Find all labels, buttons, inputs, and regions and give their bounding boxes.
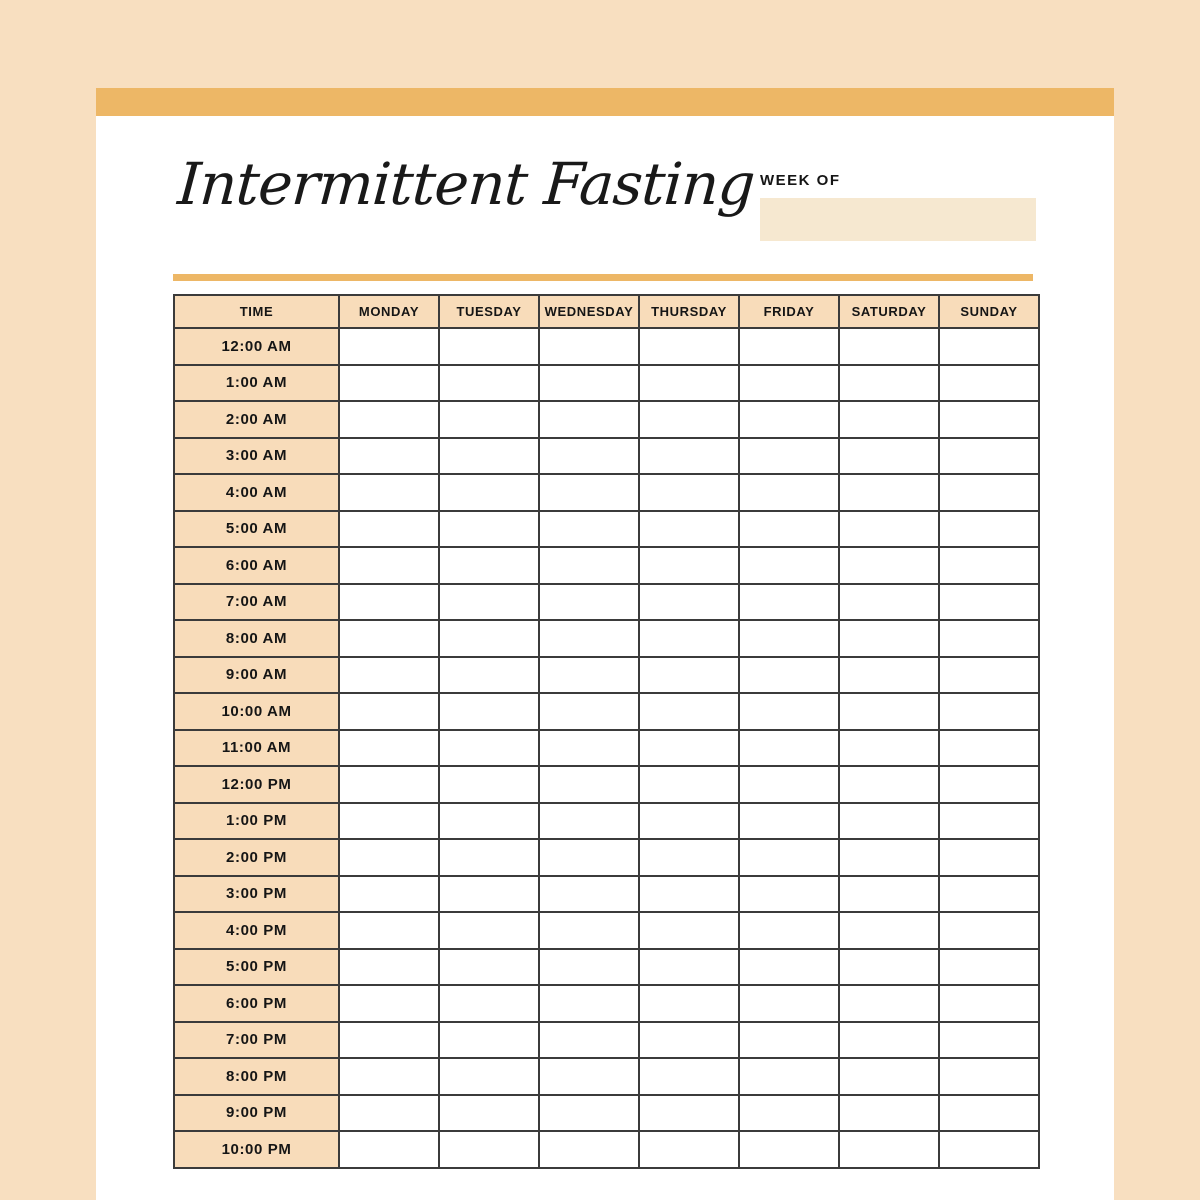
schedule-cell-sunday-11-00-am[interactable] xyxy=(939,730,1039,767)
schedule-cell-friday-7-00-pm[interactable] xyxy=(739,1022,839,1059)
time-label-12-00-pm: 12:00 PM xyxy=(174,766,339,803)
table-body xyxy=(174,328,1039,1168)
time-row-2-00-pm xyxy=(174,839,1039,876)
schedule-cell-tuesday-12-00-pm[interactable] xyxy=(439,766,539,803)
time-label-6-00-pm: 6:00 PM xyxy=(174,985,339,1022)
schedule-cell-tuesday-2-00-am[interactable] xyxy=(439,401,539,438)
schedule-cell-wednesday-1-00-pm[interactable] xyxy=(539,803,639,840)
schedule-cell-saturday-1-00-am[interactable] xyxy=(839,365,939,402)
time-row-4-00-pm xyxy=(174,912,1039,949)
column-header-sunday: SUNDAY xyxy=(939,295,1039,328)
time-row-4-00-am xyxy=(174,474,1039,511)
schedule-cell-saturday-6-00-am[interactable] xyxy=(839,547,939,584)
schedule-cell-sunday-8-00-am[interactable] xyxy=(939,620,1039,657)
schedule-cell-tuesday-5-00-pm[interactable] xyxy=(439,949,539,986)
schedule-cell-friday-1-00-pm[interactable] xyxy=(739,803,839,840)
schedule-cell-tuesday-7-00-pm[interactable] xyxy=(439,1022,539,1059)
schedule-cell-friday-2-00-pm[interactable] xyxy=(739,839,839,876)
schedule-cell-thursday-7-00-pm[interactable] xyxy=(639,1022,739,1059)
schedule-cell-wednesday-12-00-pm[interactable] xyxy=(539,766,639,803)
schedule-cell-saturday-10-00-pm[interactable] xyxy=(839,1131,939,1168)
schedule-cell-thursday-12-00-am[interactable] xyxy=(639,328,739,365)
schedule-cell-saturday-9-00-am[interactable] xyxy=(839,657,939,694)
time-row-10-00-pm xyxy=(174,1131,1039,1168)
header-row xyxy=(174,295,1039,328)
time-label-5-00-pm: 5:00 PM xyxy=(174,949,339,986)
time-row-5-00-am xyxy=(174,511,1039,548)
column-header-tuesday: TUESDAY xyxy=(439,295,539,328)
schedule-cell-thursday-3-00-pm[interactable] xyxy=(639,876,739,913)
schedule-cell-sunday-7-00-am[interactable] xyxy=(939,584,1039,621)
schedule-cell-monday-4-00-pm[interactable] xyxy=(339,912,439,949)
schedule-cell-thursday-6-00-am[interactable] xyxy=(639,547,739,584)
schedule-cell-thursday-10-00-am[interactable] xyxy=(639,693,739,730)
time-row-9-00-am xyxy=(174,657,1039,694)
schedule-cell-tuesday-7-00-am[interactable] xyxy=(439,584,539,621)
schedule-cell-thursday-2-00-am[interactable] xyxy=(639,401,739,438)
schedule-cell-thursday-11-00-am[interactable] xyxy=(639,730,739,767)
schedule-cell-saturday-7-00-am[interactable] xyxy=(839,584,939,621)
schedule-cell-thursday-9-00-am[interactable] xyxy=(639,657,739,694)
schedule-cell-monday-10-00-pm[interactable] xyxy=(339,1131,439,1168)
schedule-cell-sunday-3-00-pm[interactable] xyxy=(939,876,1039,913)
schedule-cell-sunday-1-00-am[interactable] xyxy=(939,365,1039,402)
schedule-cell-friday-5-00-pm[interactable] xyxy=(739,949,839,986)
column-header-friday: FRIDAY xyxy=(739,295,839,328)
schedule-cell-wednesday-8-00-pm[interactable] xyxy=(539,1058,639,1095)
schedule-cell-tuesday-8-00-am[interactable] xyxy=(439,620,539,657)
schedule-cell-friday-4-00-am[interactable] xyxy=(739,474,839,511)
schedule-cell-sunday-4-00-am[interactable] xyxy=(939,474,1039,511)
schedule-cell-thursday-7-00-am[interactable] xyxy=(639,584,739,621)
schedule-cell-tuesday-1-00-am[interactable] xyxy=(439,365,539,402)
schedule-cell-friday-1-00-am[interactable] xyxy=(739,365,839,402)
schedule-cell-sunday-8-00-pm[interactable] xyxy=(939,1058,1039,1095)
schedule-cell-friday-10-00-pm[interactable] xyxy=(739,1131,839,1168)
schedule-cell-tuesday-4-00-pm[interactable] xyxy=(439,912,539,949)
schedule-cell-saturday-6-00-pm[interactable] xyxy=(839,985,939,1022)
time-row-8-00-pm xyxy=(174,1058,1039,1095)
schedule-cell-wednesday-5-00-am[interactable] xyxy=(539,511,639,548)
schedule-cell-sunday-12-00-pm[interactable] xyxy=(939,766,1039,803)
schedule-cell-wednesday-4-00-pm[interactable] xyxy=(539,912,639,949)
schedule-cell-sunday-4-00-pm[interactable] xyxy=(939,912,1039,949)
schedule-cell-tuesday-3-00-pm[interactable] xyxy=(439,876,539,913)
schedule-cell-friday-4-00-pm[interactable] xyxy=(739,912,839,949)
schedule-cell-friday-12-00-am[interactable] xyxy=(739,328,839,365)
schedule-cell-monday-6-00-am[interactable] xyxy=(339,547,439,584)
schedule-cell-friday-9-00-am[interactable] xyxy=(739,657,839,694)
schedule-cell-friday-10-00-am[interactable] xyxy=(739,693,839,730)
time-label-3-00-pm: 3:00 PM xyxy=(174,876,339,913)
schedule-cell-tuesday-10-00-pm[interactable] xyxy=(439,1131,539,1168)
time-row-1-00-am xyxy=(174,365,1039,402)
schedule-cell-monday-9-00-am[interactable] xyxy=(339,657,439,694)
schedule-cell-thursday-9-00-pm[interactable] xyxy=(639,1095,739,1132)
schedule-cell-saturday-12-00-pm[interactable] xyxy=(839,766,939,803)
time-label-10-00-pm: 10:00 PM xyxy=(174,1131,339,1168)
time-label-9-00-am: 9:00 AM xyxy=(174,657,339,694)
schedule-cell-sunday-6-00-pm[interactable] xyxy=(939,985,1039,1022)
schedule-cell-thursday-1-00-pm[interactable] xyxy=(639,803,739,840)
schedule-cell-friday-9-00-pm[interactable] xyxy=(739,1095,839,1132)
schedule-cell-wednesday-8-00-am[interactable] xyxy=(539,620,639,657)
column-header-wednesday: WEDNESDAY xyxy=(539,295,639,328)
schedule-cell-tuesday-6-00-pm[interactable] xyxy=(439,985,539,1022)
time-row-11-00-am xyxy=(174,730,1039,767)
schedule-cell-monday-5-00-pm[interactable] xyxy=(339,949,439,986)
time-row-1-00-pm xyxy=(174,803,1039,840)
schedule-cell-wednesday-9-00-pm[interactable] xyxy=(539,1095,639,1132)
time-row-3-00-am xyxy=(174,438,1039,475)
title-divider xyxy=(173,274,1033,281)
schedule-cell-wednesday-9-00-am[interactable] xyxy=(539,657,639,694)
time-row-2-00-am xyxy=(174,401,1039,438)
schedule-cell-saturday-5-00-pm[interactable] xyxy=(839,949,939,986)
schedule-cell-friday-11-00-am[interactable] xyxy=(739,730,839,767)
schedule-cell-thursday-4-00-am[interactable] xyxy=(639,474,739,511)
schedule-cell-wednesday-4-00-am[interactable] xyxy=(539,474,639,511)
schedule-cell-friday-7-00-am[interactable] xyxy=(739,584,839,621)
column-header-monday: MONDAY xyxy=(339,295,439,328)
time-label-6-00-am: 6:00 AM xyxy=(174,547,339,584)
schedule-cell-thursday-6-00-pm[interactable] xyxy=(639,985,739,1022)
schedule-cell-thursday-5-00-pm[interactable] xyxy=(639,949,739,986)
schedule-cell-wednesday-3-00-pm[interactable] xyxy=(539,876,639,913)
time-row-6-00-pm xyxy=(174,985,1039,1022)
time-label-1-00-am: 1:00 AM xyxy=(174,365,339,402)
schedule-cell-monday-7-00-am[interactable] xyxy=(339,584,439,621)
schedule-cell-wednesday-2-00-am[interactable] xyxy=(539,401,639,438)
schedule-cell-monday-3-00-pm[interactable] xyxy=(339,876,439,913)
time-row-10-00-am xyxy=(174,693,1039,730)
schedule-cell-saturday-2-00-pm[interactable] xyxy=(839,839,939,876)
time-label-7-00-am: 7:00 AM xyxy=(174,584,339,621)
time-row-7-00-am xyxy=(174,584,1039,621)
schedule-cell-wednesday-10-00-pm[interactable] xyxy=(539,1131,639,1168)
schedule-cell-wednesday-7-00-am[interactable] xyxy=(539,584,639,621)
schedule-cell-thursday-10-00-pm[interactable] xyxy=(639,1131,739,1168)
schedule-cell-wednesday-11-00-am[interactable] xyxy=(539,730,639,767)
schedule-cell-saturday-5-00-am[interactable] xyxy=(839,511,939,548)
time-row-8-00-am xyxy=(174,620,1039,657)
schedule-cell-tuesday-9-00-am[interactable] xyxy=(439,657,539,694)
schedule-cell-tuesday-8-00-pm[interactable] xyxy=(439,1058,539,1095)
schedule-cell-tuesday-1-00-pm[interactable] xyxy=(439,803,539,840)
top-accent-band xyxy=(96,88,1114,116)
schedule-cell-tuesday-10-00-am[interactable] xyxy=(439,693,539,730)
schedule-cell-saturday-2-00-am[interactable] xyxy=(839,401,939,438)
column-header-time: TIME xyxy=(174,295,339,328)
column-header-thursday: THURSDAY xyxy=(639,295,739,328)
schedule-cell-sunday-6-00-am[interactable] xyxy=(939,547,1039,584)
time-label-3-00-am: 3:00 AM xyxy=(174,438,339,475)
week-of-input[interactable] xyxy=(760,198,1036,241)
schedule-cell-monday-12-00-am[interactable] xyxy=(339,328,439,365)
schedule-cell-sunday-12-00-am[interactable] xyxy=(939,328,1039,365)
schedule-cell-saturday-1-00-pm[interactable] xyxy=(839,803,939,840)
schedule-cell-friday-2-00-am[interactable] xyxy=(739,401,839,438)
schedule-cell-monday-2-00-pm[interactable] xyxy=(339,839,439,876)
schedule-cell-saturday-3-00-am[interactable] xyxy=(839,438,939,475)
time-label-7-00-pm: 7:00 PM xyxy=(174,1022,339,1059)
time-row-7-00-pm xyxy=(174,1022,1039,1059)
schedule-cell-saturday-7-00-pm[interactable] xyxy=(839,1022,939,1059)
schedule-cell-monday-6-00-pm[interactable] xyxy=(339,985,439,1022)
schedule-cell-thursday-5-00-am[interactable] xyxy=(639,511,739,548)
schedule-cell-monday-3-00-am[interactable] xyxy=(339,438,439,475)
time-label-4-00-am: 4:00 AM xyxy=(174,474,339,511)
time-row-5-00-pm xyxy=(174,949,1039,986)
schedule-cell-friday-12-00-pm[interactable] xyxy=(739,766,839,803)
schedule-cell-saturday-11-00-am[interactable] xyxy=(839,730,939,767)
schedule-cell-wednesday-6-00-pm[interactable] xyxy=(539,985,639,1022)
time-label-1-00-pm: 1:00 PM xyxy=(174,803,339,840)
time-label-11-00-am: 11:00 AM xyxy=(174,730,339,767)
time-row-12-00-am xyxy=(174,328,1039,365)
schedule-cell-friday-8-00-pm[interactable] xyxy=(739,1058,839,1095)
schedule-cell-monday-1-00-am[interactable] xyxy=(339,365,439,402)
schedule-cell-sunday-3-00-am[interactable] xyxy=(939,438,1039,475)
schedule-cell-monday-8-00-pm[interactable] xyxy=(339,1058,439,1095)
schedule-cell-tuesday-9-00-pm[interactable] xyxy=(439,1095,539,1132)
time-label-2-00-am: 2:00 AM xyxy=(174,401,339,438)
time-row-6-00-am xyxy=(174,547,1039,584)
schedule-cell-thursday-8-00-am[interactable] xyxy=(639,620,739,657)
schedule-cell-monday-9-00-pm[interactable] xyxy=(339,1095,439,1132)
schedule-cell-thursday-8-00-pm[interactable] xyxy=(639,1058,739,1095)
schedule-cell-thursday-2-00-pm[interactable] xyxy=(639,839,739,876)
schedule-cell-sunday-1-00-pm[interactable] xyxy=(939,803,1039,840)
time-label-9-00-pm: 9:00 PM xyxy=(174,1095,339,1132)
schedule-cell-wednesday-12-00-am[interactable] xyxy=(539,328,639,365)
schedule-cell-monday-7-00-pm[interactable] xyxy=(339,1022,439,1059)
schedule-cell-sunday-9-00-am[interactable] xyxy=(939,657,1039,694)
schedule-cell-tuesday-12-00-am[interactable] xyxy=(439,328,539,365)
schedule-cell-sunday-5-00-am[interactable] xyxy=(939,511,1039,548)
time-label-4-00-pm: 4:00 PM xyxy=(174,912,339,949)
table-header xyxy=(174,295,1039,328)
week-of-label: WEEK OF xyxy=(760,172,841,189)
schedule-cell-wednesday-3-00-am[interactable] xyxy=(539,438,639,475)
schedule-cell-wednesday-7-00-pm[interactable] xyxy=(539,1022,639,1059)
schedule-cell-tuesday-4-00-am[interactable] xyxy=(439,474,539,511)
planner-page xyxy=(96,88,1114,1200)
schedule-cell-thursday-1-00-am[interactable] xyxy=(639,365,739,402)
time-label-8-00-am: 8:00 AM xyxy=(174,620,339,657)
schedule-cell-wednesday-6-00-am[interactable] xyxy=(539,547,639,584)
schedule-cell-monday-5-00-am[interactable] xyxy=(339,511,439,548)
schedule-cell-tuesday-3-00-am[interactable] xyxy=(439,438,539,475)
schedule-cell-thursday-3-00-am[interactable] xyxy=(639,438,739,475)
schedule-cell-saturday-4-00-am[interactable] xyxy=(839,474,939,511)
fasting-schedule-table xyxy=(173,294,1040,1169)
schedule-cell-thursday-12-00-pm[interactable] xyxy=(639,766,739,803)
time-row-12-00-pm xyxy=(174,766,1039,803)
schedule-cell-saturday-10-00-am[interactable] xyxy=(839,693,939,730)
schedule-cell-saturday-4-00-pm[interactable] xyxy=(839,912,939,949)
schedule-cell-saturday-3-00-pm[interactable] xyxy=(839,876,939,913)
schedule-cell-monday-2-00-am[interactable] xyxy=(339,401,439,438)
schedule-cell-sunday-2-00-am[interactable] xyxy=(939,401,1039,438)
schedule-cell-monday-10-00-am[interactable] xyxy=(339,693,439,730)
column-header-saturday: SATURDAY xyxy=(839,295,939,328)
time-label-10-00-am: 10:00 AM xyxy=(174,693,339,730)
schedule-cell-sunday-10-00-am[interactable] xyxy=(939,693,1039,730)
schedule-cell-saturday-8-00-pm[interactable] xyxy=(839,1058,939,1095)
schedule-cell-friday-6-00-am[interactable] xyxy=(739,547,839,584)
schedule-cell-friday-6-00-pm[interactable] xyxy=(739,985,839,1022)
schedule-cell-wednesday-1-00-am[interactable] xyxy=(539,365,639,402)
schedule-cell-friday-3-00-am[interactable] xyxy=(739,438,839,475)
time-label-2-00-pm: 2:00 PM xyxy=(174,839,339,876)
schedule-cell-friday-5-00-am[interactable] xyxy=(739,511,839,548)
schedule-cell-monday-11-00-am[interactable] xyxy=(339,730,439,767)
time-label-12-00-am: 12:00 AM xyxy=(174,328,339,365)
schedule-cell-sunday-2-00-pm[interactable] xyxy=(939,839,1039,876)
schedule-cell-saturday-8-00-am[interactable] xyxy=(839,620,939,657)
schedule-cell-friday-3-00-pm[interactable] xyxy=(739,876,839,913)
schedule-cell-thursday-4-00-pm[interactable] xyxy=(639,912,739,949)
schedule-cell-wednesday-5-00-pm[interactable] xyxy=(539,949,639,986)
schedule-cell-sunday-9-00-pm[interactable] xyxy=(939,1095,1039,1132)
schedule-cell-monday-1-00-pm[interactable] xyxy=(339,803,439,840)
schedule-cell-saturday-12-00-am[interactable] xyxy=(839,328,939,365)
schedule-cell-sunday-7-00-pm[interactable] xyxy=(939,1022,1039,1059)
schedule-cell-tuesday-5-00-am[interactable] xyxy=(439,511,539,548)
schedule-cell-wednesday-2-00-pm[interactable] xyxy=(539,839,639,876)
time-label-5-00-am: 5:00 AM xyxy=(174,511,339,548)
time-row-3-00-pm xyxy=(174,876,1039,913)
schedule-cell-sunday-10-00-pm[interactable] xyxy=(939,1131,1039,1168)
schedule-cell-sunday-5-00-pm[interactable] xyxy=(939,949,1039,986)
schedule-cell-monday-12-00-pm[interactable] xyxy=(339,766,439,803)
time-label-8-00-pm: 8:00 PM xyxy=(174,1058,339,1095)
time-row-9-00-pm xyxy=(174,1095,1039,1132)
schedule-cell-tuesday-11-00-am[interactable] xyxy=(439,730,539,767)
page-title: Intermittent Fasting xyxy=(175,150,757,218)
schedule-cell-tuesday-2-00-pm[interactable] xyxy=(439,839,539,876)
schedule-cell-tuesday-6-00-am[interactable] xyxy=(439,547,539,584)
schedule-cell-monday-8-00-am[interactable] xyxy=(339,620,439,657)
schedule-cell-friday-8-00-am[interactable] xyxy=(739,620,839,657)
schedule-cell-monday-4-00-am[interactable] xyxy=(339,474,439,511)
schedule-cell-wednesday-10-00-am[interactable] xyxy=(539,693,639,730)
schedule-cell-saturday-9-00-pm[interactable] xyxy=(839,1095,939,1132)
